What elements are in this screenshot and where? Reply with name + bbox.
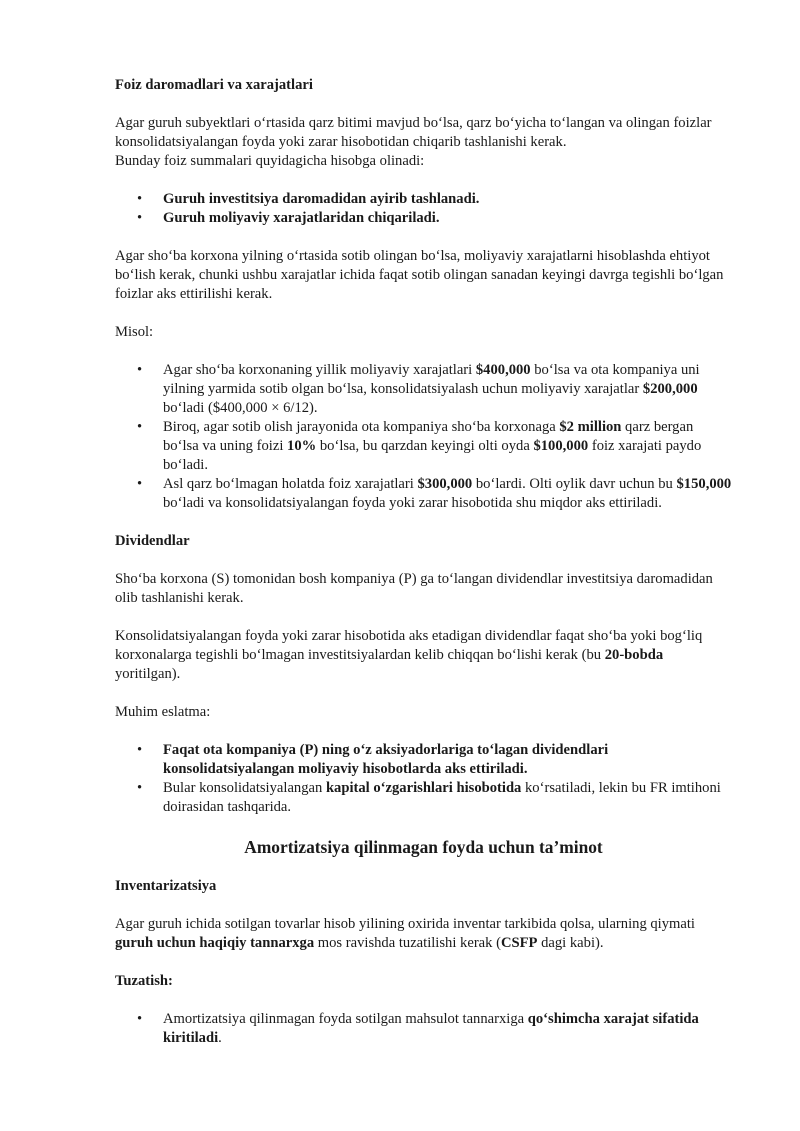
- amount: $400,000: [475, 362, 531, 378]
- list-item-text: Asl qarz bo‘lmagan holatda foiz xarajatlari: [163, 476, 418, 492]
- paragraph-midyear: Agar sho‘ba korxona yilning o‘rtasida sotib olingan bo‘lsa, moliyaviy xarajatlarni hisoblashda ehtiyot bo‘lish kerak, chunki ushbu xarajatlar ichida faqat sotib olingan sanadan keyingi davrga tegishli bo‘lgan foizlar aks ettirilishi kerak.: [115, 248, 724, 302]
- paragraph-text: Bunday foiz summalari quyidagicha hisobga olinadi:: [115, 153, 425, 169]
- list-item-text: Bular konsolidatsiyalangan: [163, 780, 326, 796]
- paragraph-text: dagi kabi).: [537, 935, 604, 951]
- paragraph-interest-intro: [115, 114, 732, 171]
- list-item-text: Agar sho‘ba korxonaning yillik moliyaviy xarajatlari: [163, 362, 476, 378]
- list-item-text: bo‘ladi va konsolidatsiyalangan foyda yoki zarar hisobotida shu miqdor aks ettiriladi.: [163, 495, 662, 511]
- section-title-interest: Foiz daromadlari va xarajatlari: [115, 77, 313, 93]
- list-item-emphasis: qo‘shimcha xarajat sifatida kiritiladi: [163, 1011, 699, 1046]
- amount: $100,000: [533, 438, 589, 454]
- bullet-list-notes: [115, 741, 732, 817]
- list-item-text: bo‘lsa, bu qarzdan keyingi olti oyda: [316, 438, 534, 454]
- paragraph-text: Agar guruh subyektlari o‘rtasida qarz bitimi mavjud bo‘lsa, qarz bo‘yicha to‘langan va olingan foizlar konsolidatsiyalangan foyda yoki zarar hisobotidan chiqarib tashlanishi kerak.: [115, 115, 712, 150]
- amount: $2 million: [559, 419, 622, 435]
- abbreviation: CSFP: [500, 935, 538, 951]
- list-item-emphasis: kapital o‘zgarishlari hisobotida: [325, 780, 522, 796]
- list-item: [163, 361, 732, 418]
- section-title-dividends: Dividendlar: [115, 533, 190, 549]
- section-heading-unrealised-profit: Amortizatsiya qilinmagan foyda uchun ta’minot: [244, 837, 603, 857]
- list-item-text: Faqat ota kompaniya (P) ning o‘z aksiyadorlariga to‘lagan dividendlari konsolidatsiyalangan moliyaviy hisobotlarda aks ettiriladi.: [163, 742, 609, 777]
- list-item: [163, 741, 732, 779]
- list-item: [163, 418, 732, 475]
- list-item-text: Guruh investitsiya daromadidan ayirib tashlanadi.: [163, 191, 480, 207]
- amount: $200,000: [642, 381, 698, 397]
- list-item: [163, 209, 732, 228]
- paragraph-inventory: [115, 915, 732, 953]
- list-item: [163, 1010, 732, 1048]
- subsection-title-inventory: Inventarizatsiya: [115, 878, 217, 894]
- paragraph-text: yoritilgan).: [115, 666, 181, 682]
- bullet-list-adjustment: [115, 1010, 732, 1048]
- list-item: [163, 190, 732, 209]
- paragraph-text: mos ravishda tuzatilishi kerak (: [314, 935, 501, 951]
- list-item-text: bo‘ladi ($400,000 × 6/12).: [163, 400, 318, 416]
- paragraph-dividends-2: [115, 627, 732, 684]
- bullet-list-interest: [115, 190, 732, 228]
- amount: $150,000: [676, 476, 732, 492]
- list-item-text: foiz xarajati paydo bo‘ladi.: [163, 438, 702, 473]
- list-item: [163, 475, 732, 513]
- amount: $300,000: [417, 476, 473, 492]
- bullet-list-examples: [115, 361, 732, 513]
- important-note-label: Muhim eslatma:: [115, 704, 211, 720]
- list-item-text: Guruh moliyaviy xarajatlaridan chiqariladi.: [163, 210, 440, 226]
- subsection-title-adjustment: Tuzatish:: [115, 973, 173, 989]
- paragraph-dividends-1: Sho‘ba korxona (S) tomonidan bosh kompaniya (P) ga to‘langan dividendlar investitsiya daromadidan olib tashlanishi kerak.: [115, 571, 713, 606]
- paragraph-text: Agar guruh ichida sotilgan tovarlar hisob yilining oxirida inventar tarkibida qolsa, ularning qiymati: [115, 916, 695, 932]
- percentage: 10%: [287, 438, 317, 454]
- example-label: Misol:: [115, 324, 154, 340]
- list-item-text: Biroq, agar sotib olish jarayonida ota kompaniya sho‘ba korxonaga: [163, 419, 560, 435]
- paragraph-text: Konsolidatsiyalangan foyda yoki zarar hisobotida aks etadigan dividendlar faqat sho‘ba yoki bog‘liq korxonalarga tegishli bo‘lmagan investitsiyalardan kelib chiqqan bo‘lishi kerak (bu: [115, 628, 703, 663]
- list-item-text: bo‘lardi. Olti oylik davr uchun bu: [472, 476, 677, 492]
- list-item-text: .: [218, 1030, 222, 1046]
- chapter-reference: 20-bobda: [604, 647, 664, 663]
- list-item: [163, 779, 732, 817]
- list-item-text: qarz bergan bo‘lsa va uning foizi: [163, 419, 694, 454]
- list-item-text: bo‘lsa va ota kompaniya uni yilning yarmida sotib olgan bo‘lsa, konsolidatsiyalash uchun moliyaviy xarajatlar: [163, 362, 700, 397]
- list-item-text: Amortizatsiya qilinmagan foyda sotilgan mahsulot tannarxiga: [163, 1011, 528, 1027]
- paragraph-emphasis: guruh uchun haqiqiy tannarxga: [115, 935, 315, 951]
- list-item-text: ko‘rsatiladi, lekin bu FR imtihoni doirasidan tashqarida.: [163, 780, 721, 815]
